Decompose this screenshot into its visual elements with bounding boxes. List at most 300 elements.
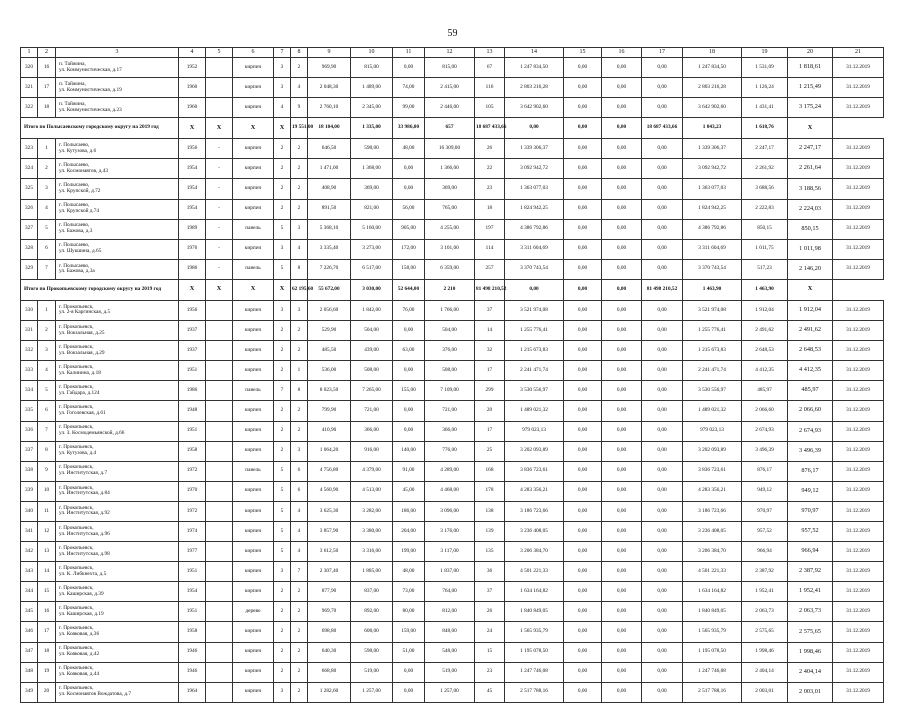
- table-cell: 31.12.2019: [833, 602, 884, 622]
- table-cell: 0,00: [564, 622, 602, 642]
- subtotal-cell: 19 551,00: [291, 118, 308, 139]
- table-cell: 3 282,00: [351, 501, 393, 521]
- table-cell: 508,00: [351, 361, 393, 381]
- subtotal-cell: 1 463,90: [683, 279, 742, 300]
- table-cell: 0,00: [602, 582, 642, 602]
- subtotal-cell: 1 618,76: [742, 118, 788, 139]
- table-cell: 0,00: [642, 682, 683, 702]
- table-cell: 1948: [179, 401, 206, 421]
- table-cell: [206, 481, 233, 501]
- table-cell: 0,00: [642, 341, 683, 361]
- subtotal-cell: 0,00: [505, 279, 564, 300]
- table-row: [21, 582, 884, 602]
- table-cell: 37: [475, 300, 505, 320]
- table-cell: 6 359,00: [425, 259, 475, 279]
- address-cell: г. Прокопьевск, ул. Космонавтов Вождатова, д.7: [56, 682, 179, 702]
- table-cell: 0,00: [564, 461, 602, 481]
- address-cell: г. Прокопьевск, ул. Калинина, д.18: [56, 361, 179, 381]
- table-cell: 1972: [179, 461, 206, 481]
- table-cell: 0,00: [564, 219, 602, 239]
- table-cell: 0,00: [602, 300, 642, 320]
- table-row: [21, 421, 884, 441]
- subtotal-cell: X: [788, 279, 833, 300]
- table-cell: 2 575,65: [788, 622, 833, 642]
- table-cell: 2: [291, 179, 308, 199]
- table-cell: [206, 361, 233, 381]
- table-cell: кирпич: [233, 58, 274, 78]
- table-cell: 5: [38, 219, 56, 239]
- table-cell: 67: [475, 58, 505, 78]
- table-cell: 99,00: [393, 98, 425, 118]
- table-cell: 19: [38, 662, 56, 682]
- table-cell: 1958: [179, 441, 206, 461]
- table-row: [21, 78, 884, 98]
- table-cell: 969,90: [308, 58, 351, 78]
- table-cell: 5: [274, 259, 291, 279]
- table-cell: 969,70: [308, 602, 351, 622]
- table-cell: 2: [274, 602, 291, 622]
- table-cell: 337: [21, 441, 38, 461]
- table-cell: 598,00: [351, 139, 393, 159]
- table-cell: [206, 58, 233, 78]
- table-cell: 340: [21, 501, 38, 521]
- table-row: [21, 481, 884, 501]
- table-cell: 331: [21, 321, 38, 341]
- table-cell: 5: [274, 521, 291, 541]
- table-cell: 2: [274, 361, 291, 381]
- table-cell: 0,00: [642, 361, 683, 381]
- table-row: [21, 159, 884, 179]
- table-cell: 369,00: [425, 179, 475, 199]
- table-cell: кирпич: [233, 622, 274, 642]
- table-cell: 9: [38, 461, 56, 481]
- table-cell: 2 648,53: [788, 341, 833, 361]
- table-cell: 335: [21, 401, 38, 421]
- table-cell: 4 255,00: [425, 219, 475, 239]
- table-cell: 2 224,03: [788, 199, 833, 219]
- table-cell: 369,00: [351, 179, 393, 199]
- table-cell: 7: [38, 259, 56, 279]
- address-cell: г. Прокопьевск, ул. Кутузова, д.4: [56, 441, 179, 461]
- table-row: [21, 321, 884, 341]
- table-cell: 3 117,00: [425, 542, 475, 562]
- table-cell: 2 674,93: [788, 421, 833, 441]
- table-cell: 4: [291, 239, 308, 259]
- table-cell: 2: [274, 441, 291, 461]
- table-cell: 3 311 604,69: [505, 239, 564, 259]
- table-cell: 3 186 723,66: [683, 501, 742, 521]
- table-cell: 31.12.2019: [833, 58, 884, 78]
- table-cell: 4 386 792,86: [505, 219, 564, 239]
- table-cell: 2: [291, 421, 308, 441]
- table-cell: 439,00: [351, 341, 393, 361]
- table-cell: 876,17: [742, 461, 788, 481]
- table-cell: 3: [274, 562, 291, 582]
- header-cell: 8: [291, 48, 308, 58]
- table-row: [21, 441, 884, 461]
- table-cell: 16: [38, 602, 56, 622]
- table-cell: 376,00: [425, 341, 475, 361]
- table-cell: 1974: [179, 521, 206, 541]
- table-row: [21, 542, 884, 562]
- subtotal-cell: 55 672,00: [308, 279, 351, 300]
- table-cell: 31.12.2019: [833, 401, 884, 421]
- table-cell: 2 146,20: [788, 259, 833, 279]
- table-cell: 1954: [179, 199, 206, 219]
- table-cell: 3 688,56: [742, 179, 788, 199]
- table-cell: 5: [274, 481, 291, 501]
- table-cell: 48,00: [393, 562, 425, 582]
- table-cell: 13: [38, 542, 56, 562]
- table-cell: 140,00: [393, 441, 425, 461]
- table-cell: 0,00: [564, 401, 602, 421]
- table-cell: 1 195 078,50: [683, 642, 742, 662]
- table-cell: 20: [38, 682, 56, 702]
- header-cell: 1: [21, 48, 38, 58]
- table-cell: 0,00: [642, 199, 683, 219]
- subtotal-label: Итого по Полысаевскому городскому округу на 2019 год: [21, 118, 179, 139]
- table-cell: 31.12.2019: [833, 139, 884, 159]
- table-cell: 0,00: [602, 481, 642, 501]
- header-cell: 12: [425, 48, 475, 58]
- address-cell: п. Тайжина, ул. Коммунистическая, д.17: [56, 58, 179, 78]
- table-cell: 4 560,90: [308, 481, 351, 501]
- table-cell: 1 011,75: [742, 239, 788, 259]
- table-cell: 0,00: [642, 219, 683, 239]
- table-cell: 2 003,01: [742, 682, 788, 702]
- table-cell: 31.12.2019: [833, 441, 884, 461]
- table-cell: 3 188,56: [788, 179, 833, 199]
- table-cell: 9: [291, 98, 308, 118]
- table-cell: 3 176,00: [425, 521, 475, 541]
- table-cell: 8: [291, 259, 308, 279]
- table-cell: 0,00: [602, 441, 642, 461]
- table-cell: 640,30: [308, 642, 351, 662]
- table-row: [21, 259, 884, 279]
- table-cell: [206, 401, 233, 421]
- table-cell: 2: [291, 682, 308, 702]
- table-cell: 949,12: [788, 481, 833, 501]
- table-cell: 16: [38, 58, 56, 78]
- table-cell: 31.12.2019: [833, 682, 884, 702]
- table-cell: 204,00: [393, 521, 425, 541]
- table-cell: 333: [21, 361, 38, 381]
- table-row: [21, 662, 884, 682]
- table-cell: 970,97: [742, 501, 788, 521]
- table-cell: 299: [475, 381, 505, 401]
- table-cell: 328: [21, 239, 38, 259]
- table-cell: 2 066,60: [788, 401, 833, 421]
- table-cell: 0,00: [393, 662, 425, 682]
- table-cell: 257: [475, 259, 505, 279]
- table-cell: 1 257,00: [351, 682, 393, 702]
- table-cell: 821,00: [351, 199, 393, 219]
- table-cell: 6: [291, 481, 308, 501]
- table-cell: 1986: [179, 381, 206, 401]
- table-cell: 519,00: [351, 662, 393, 682]
- table-cell: 0,00: [602, 602, 642, 622]
- table-cell: 891,50: [308, 199, 351, 219]
- address-cell: г. Прокопьевск, ул. Институтская, д.96: [56, 521, 179, 541]
- subtotal-cell: X: [179, 118, 206, 139]
- table-cell: 0,00: [602, 381, 642, 401]
- table-cell: 3 521 974,08: [683, 300, 742, 320]
- table-cell: 1 489,00: [351, 78, 393, 98]
- table-cell: 0,00: [642, 501, 683, 521]
- table-cell: 2 387,92: [788, 562, 833, 582]
- table-cell: 1977: [179, 542, 206, 562]
- table-cell: 0,00: [564, 179, 602, 199]
- table-cell: 0,00: [393, 401, 425, 421]
- table-cell: 548,00: [425, 642, 475, 662]
- table-cell: 324: [21, 159, 38, 179]
- table-cell: 1 257,00: [425, 682, 475, 702]
- table-cell: 850,15: [742, 219, 788, 239]
- table-cell: 2: [291, 199, 308, 219]
- table-cell: кирпич: [233, 139, 274, 159]
- table-cell: 2 241 471,74: [505, 361, 564, 381]
- table-cell: 0,00: [642, 179, 683, 199]
- table-cell: 330: [21, 300, 38, 320]
- table-cell: 0,00: [393, 58, 425, 78]
- table-cell: 0,00: [564, 481, 602, 501]
- subtotal-cell: X: [179, 279, 206, 300]
- header-cell: 17: [642, 48, 683, 58]
- table-cell: 31.12.2019: [833, 239, 884, 259]
- table-cell: 1 366,00: [425, 159, 475, 179]
- header-cell: 4: [179, 48, 206, 58]
- table-row: [21, 139, 884, 159]
- table-cell: 1951: [179, 602, 206, 622]
- table-cell: 3 836 723,61: [505, 461, 564, 481]
- table-cell: 31.12.2019: [833, 662, 884, 682]
- table-cell: 0,00: [602, 421, 642, 441]
- subtotal-cell: 0,00: [602, 118, 642, 139]
- table-cell: 3: [38, 341, 56, 361]
- subtotal-cell: X: [788, 118, 833, 139]
- table-cell: 7 265,00: [351, 381, 393, 401]
- table-cell: [206, 78, 233, 98]
- table-cell: 0,00: [642, 321, 683, 341]
- table-cell: 327: [21, 219, 38, 239]
- table-cell: -: [206, 199, 233, 219]
- subtotal-cell: 3 030,00: [351, 279, 393, 300]
- table-cell: 0,00: [602, 622, 642, 642]
- table-cell: 1952: [179, 58, 206, 78]
- table-cell: 2 404,14: [742, 662, 788, 682]
- table-cell: 0,00: [642, 642, 683, 662]
- table-cell: 0,00: [564, 441, 602, 461]
- table-cell: 1 885,00: [351, 562, 393, 582]
- subtotal-row: [21, 279, 884, 300]
- page-number: 59: [447, 28, 458, 39]
- table-cell: 0,00: [642, 582, 683, 602]
- table-cell: 1 247 834,50: [505, 58, 564, 78]
- table-cell: 1958: [179, 622, 206, 642]
- table-cell: 0,00: [393, 321, 425, 341]
- table-cell: 31.12.2019: [833, 98, 884, 118]
- table-cell: 4: [291, 542, 308, 562]
- table-cell: 4: [38, 199, 56, 219]
- table-cell: 0,00: [564, 542, 602, 562]
- table-cell: 3 496,39: [788, 441, 833, 461]
- subtotal-cell: 18 104,00: [308, 118, 351, 139]
- table-cell: [206, 642, 233, 662]
- table-cell: 4 386 792,86: [683, 219, 742, 239]
- table-cell: 1954: [179, 159, 206, 179]
- table-cell: 73,00: [393, 582, 425, 602]
- table-cell: 48,00: [393, 139, 425, 159]
- table-cell: 0,00: [602, 159, 642, 179]
- table-cell: 4: [291, 501, 308, 521]
- subtotal-cell: 81 498 210,52: [642, 279, 683, 300]
- table-cell: 31.12.2019: [833, 501, 884, 521]
- table-cell: 6: [38, 239, 56, 259]
- table-cell: 8 023,50: [308, 381, 351, 401]
- table-cell: 1960: [179, 98, 206, 118]
- table-cell: 1 339 306,37: [683, 139, 742, 159]
- table-cell: 1951: [179, 562, 206, 582]
- table-cell: 45: [475, 682, 505, 702]
- table-cell: кирпич: [233, 521, 274, 541]
- table-cell: 0,00: [642, 239, 683, 259]
- table-cell: 116: [475, 78, 505, 98]
- table-cell: 1989: [179, 219, 206, 239]
- subtotal-cell: X: [206, 279, 233, 300]
- table-cell: 2: [274, 642, 291, 662]
- table-cell: 5: [274, 461, 291, 481]
- subtotal-cell: 52 644,00: [393, 279, 425, 300]
- table-row: [21, 501, 884, 521]
- table-cell: 3: [291, 441, 308, 461]
- table-cell: 3 311 604,69: [683, 239, 742, 259]
- table-cell: 114: [475, 239, 505, 259]
- table-cell: 326: [21, 199, 38, 219]
- table-cell: 2: [291, 401, 308, 421]
- table-cell: кирпич: [233, 179, 274, 199]
- table-cell: 74,00: [393, 78, 425, 98]
- table-cell: 3 530 556,97: [683, 381, 742, 401]
- table-cell: 3 096,00: [425, 501, 475, 521]
- table-cell: 2 247,17: [742, 139, 788, 159]
- table-cell: кирпич: [233, 239, 274, 259]
- table-cell: 3 202 093,89: [683, 441, 742, 461]
- table-cell: 979 023,13: [683, 421, 742, 441]
- table-cell: 2 674,93: [742, 421, 788, 441]
- table-cell: 0,00: [642, 662, 683, 682]
- header-cell: 2: [38, 48, 56, 58]
- table-cell: 31.12.2019: [833, 642, 884, 662]
- table-cell: 2 307,40: [308, 562, 351, 582]
- table-cell: 51,00: [393, 642, 425, 662]
- table-cell: 31.12.2019: [833, 542, 884, 562]
- subtotal-cell: 1 463,90: [742, 279, 788, 300]
- table-cell: 1 824 942,25: [505, 199, 564, 219]
- table-cell: [206, 682, 233, 702]
- table-cell: 410,90: [308, 421, 351, 441]
- table-cell: кирпич: [233, 441, 274, 461]
- table-row: [21, 521, 884, 541]
- table-cell: 31.12.2019: [833, 481, 884, 501]
- table-cell: кирпич: [233, 501, 274, 521]
- table-cell: 0,00: [642, 78, 683, 98]
- table-cell: 2 803 216,28: [505, 78, 564, 98]
- subtotal-cell: X: [233, 279, 274, 300]
- table-cell: 1 824 942,25: [683, 199, 742, 219]
- table-cell: кирпич: [233, 159, 274, 179]
- table-cell: -: [206, 139, 233, 159]
- table-cell: [206, 421, 233, 441]
- table-cell: 1 064,20: [308, 441, 351, 461]
- table-cell: 31.12.2019: [833, 521, 884, 541]
- table-row: [21, 341, 884, 361]
- table-cell: 14: [38, 562, 56, 582]
- address-cell: г. Прокопьевск, ул. Институтская, д.98: [56, 542, 179, 562]
- table-cell: 1 011,98: [788, 239, 833, 259]
- table-cell: 776,00: [425, 441, 475, 461]
- table-cell: 56,00: [393, 199, 425, 219]
- table-cell: 0,00: [642, 542, 683, 562]
- table-cell: 1 471,00: [308, 159, 351, 179]
- table-cell: 178: [475, 481, 505, 501]
- table-cell: 2: [291, 642, 308, 662]
- table-cell: 3 625,30: [308, 501, 351, 521]
- table-cell: кирпич: [233, 361, 274, 381]
- table-cell: 349: [21, 682, 38, 702]
- header-cell: 20: [788, 48, 833, 58]
- table-cell: 3: [274, 239, 291, 259]
- table-cell: 18: [38, 98, 56, 118]
- table-cell: 0,00: [564, 662, 602, 682]
- table-cell: 5 160,00: [351, 219, 393, 239]
- address-cell: г. Полысаево, ул. Крупской, д.72: [56, 179, 179, 199]
- table-cell: 2: [274, 421, 291, 441]
- table-cell: 3 642 902,60: [683, 98, 742, 118]
- address-cell: г. Прокопьевск, ул. Кояковая, д.44: [56, 662, 179, 682]
- table-cell: 905,00: [393, 219, 425, 239]
- table-cell: 0,00: [564, 602, 602, 622]
- table-cell: 1 126,24: [742, 78, 788, 98]
- table-cell: 0,00: [393, 361, 425, 381]
- table-cell: 341: [21, 521, 38, 541]
- table-cell: 4: [291, 521, 308, 541]
- table-cell: 31.12.2019: [833, 159, 884, 179]
- table-cell: 5: [274, 501, 291, 521]
- table-cell: 1 565 935,79: [683, 622, 742, 642]
- table-cell: 1 818,61: [788, 58, 833, 78]
- table-cell: 2 760,10: [308, 98, 351, 118]
- table-cell: 1 952,41: [742, 582, 788, 602]
- table-cell: 0,00: [602, 361, 642, 381]
- subtotal-cell: X: [233, 118, 274, 139]
- table-cell: 517,23: [742, 259, 788, 279]
- table-cell: 3 202 093,89: [505, 441, 564, 461]
- table-cell: 1 842,00: [351, 300, 393, 320]
- table-cell: 765,00: [425, 199, 475, 219]
- table-cell: -: [206, 179, 233, 199]
- table-cell: 4 412,35: [788, 361, 833, 381]
- table-cell: 3 380,00: [351, 521, 393, 541]
- table-cell: 812,00: [425, 602, 475, 622]
- table-cell: 3 335,40: [308, 239, 351, 259]
- subtotal-cell: 0,00: [505, 118, 564, 139]
- table-cell: 0,00: [642, 381, 683, 401]
- table-cell: 850,15: [788, 219, 833, 239]
- table-cell: 338: [21, 461, 38, 481]
- table-cell: 4 412,35: [742, 361, 788, 381]
- table-cell: 1 840 849,05: [683, 602, 742, 622]
- table-cell: 876,17: [788, 461, 833, 481]
